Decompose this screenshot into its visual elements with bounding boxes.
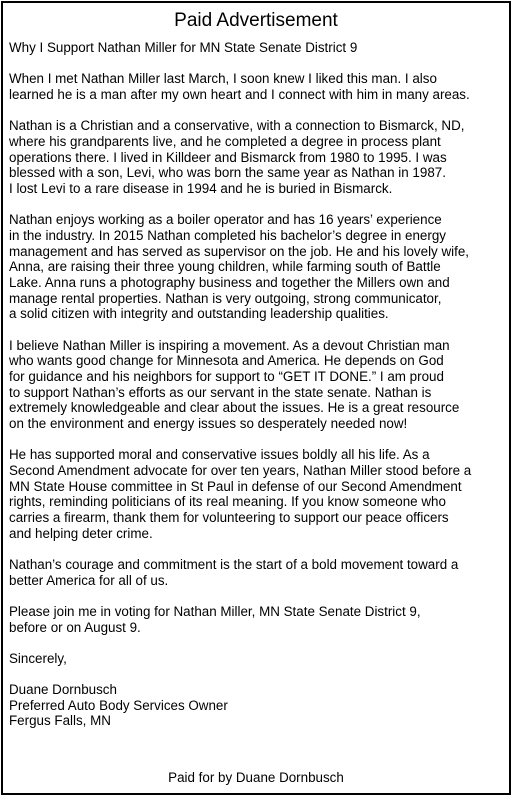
- paragraph-line: manage rental properties. Nathan is very outgoing, strong communicator,: [9, 290, 442, 306]
- paragraph-line: a solid citizen with integrity and outstanding leadership qualities.: [9, 306, 389, 322]
- paragraph-line: management and has served as supervisor on the job. He and his lovely wife,: [9, 243, 470, 259]
- paragraph-line: extremely knowledgeable and clear about the issues. He is a great resource: [9, 400, 460, 416]
- paragraph-line: Second Amendment advocate for over ten years, Nathan Miller stood before a: [9, 462, 472, 478]
- paragraph-line: Anna, are raising their three young children, while farming south of Battle: [9, 259, 441, 275]
- signature-block: [9, 682, 505, 729]
- paragraph-line: learned he is a man after my own heart and I connect with him in many areas.: [9, 86, 470, 102]
- paragraph-line: on the environment and energy issues so desperately needed now!: [9, 416, 408, 432]
- ad-paragraph: [9, 447, 505, 541]
- ad-paragraph: [9, 338, 505, 432]
- paid-for-by: Paid for by Duane Dornbusch: [168, 770, 344, 786]
- ad-body: [3, 40, 509, 729]
- paragraph-line: in the industry. In 2015 Nathan completed his bachelor’s degree in energy: [9, 227, 446, 243]
- ad-paragraph: [9, 557, 505, 588]
- paragraph-line: He has supported moral and conservative issues boldly all his life. As a: [9, 447, 430, 463]
- paragraph-line: When I met Nathan Miller last March, I soon knew I liked this man. I also: [9, 71, 437, 87]
- paragraph-line: to support Nathan’s efforts as our servant in the state senate. Nathan is: [9, 384, 432, 400]
- paragraph-line: Nathan enjoys working as a boiler operator and has 16 years’ experience: [9, 212, 442, 228]
- paragraph-line: MN State House committee in St Paul in defense of our Second Amendment: [9, 478, 462, 494]
- paragraph-line: where his grandparents live, and he completed a degree in process plant: [9, 133, 441, 149]
- paragraph-line: before or on August 9.: [9, 619, 141, 635]
- ad-paragraph: [9, 118, 505, 197]
- paragraph-line: Please join me in voting for Nathan Miller, MN State Senate District 9,: [9, 603, 421, 619]
- ad-paragraphs: [9, 71, 505, 635]
- paid-advertisement: [1, 1, 511, 795]
- paragraph-line: better America for all of us.: [9, 572, 169, 588]
- ad-paragraph: [9, 604, 505, 635]
- paragraph-line: Lake. Anna runs a photography business and together the Millers own and: [9, 274, 450, 290]
- paragraph-line: I believe Nathan Miller is inspiring a movement. As a devout Christian man: [9, 337, 450, 353]
- closing: Sincerely,: [9, 650, 67, 666]
- ad-paragraph: [9, 71, 505, 102]
- signature-line: Preferred Auto Body Services Owner: [9, 697, 228, 713]
- ad-title: Paid Advertisement: [174, 10, 338, 31]
- paragraph-line: rights, reminding politicians of its real meaning. If you know someone who: [9, 494, 446, 510]
- paragraph-line: for guidance and his neighbors for support to “GET IT DONE.” I am proud: [9, 368, 444, 384]
- paragraph-line: I lost Levi to a rare disease in 1994 and he is buried in Bismarck.: [9, 180, 393, 196]
- signature-line: Duane Dornbusch: [9, 682, 117, 697]
- signature-line: Fergus Falls, MN: [9, 713, 111, 729]
- ad-paragraph: [9, 212, 505, 322]
- ad-headline: Why I Support Nathan Miller for MN State Senate District 9: [9, 40, 358, 55]
- paragraph-line: who wants good change for Minnesota and America. He depends on God: [9, 353, 444, 369]
- paragraph-line: Nathan is a Christian and a conservative, with a connection to Bismarck, ND,: [9, 118, 465, 134]
- paragraph-line: Nathan’s courage and commitment is the start of a bold movement toward a: [9, 556, 459, 572]
- paragraph-line: blessed with a son, Levi, who was born the same year as Nathan in 1987.: [9, 165, 446, 181]
- paragraph-line: operations there. I lived in Killdeer and Bismarck from 1980 to 1995. I was: [9, 149, 447, 165]
- paragraph-line: carries a firearm, thank them for volunteering to support our peace officers: [9, 510, 449, 526]
- paragraph-line: and helping deter crime.: [9, 525, 153, 541]
